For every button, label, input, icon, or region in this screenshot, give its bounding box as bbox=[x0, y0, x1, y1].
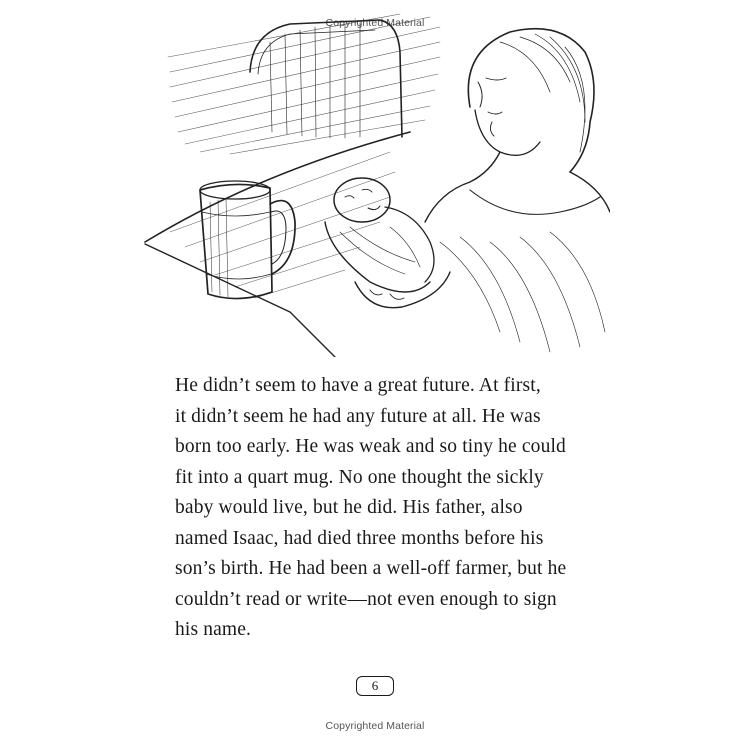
illustration-mother-and-baby bbox=[140, 12, 610, 357]
text-line: baby would live, but he did. His father, also bbox=[175, 497, 523, 518]
text-line: son’s birth. He had been a well-off farmer, but he bbox=[175, 558, 567, 579]
text-line: He didn’t seem to have a great future. At first, bbox=[175, 375, 541, 396]
copyright-notice-top: Copyrighted Material bbox=[325, 17, 425, 29]
copyright-notice-bottom: Copyrighted Material bbox=[325, 720, 425, 732]
text-line: fit into a quart mug. No one thought the sickly bbox=[175, 466, 544, 488]
body-paragraph bbox=[175, 371, 595, 646]
text-line: born too early. He was weak and so tiny he could bbox=[175, 436, 566, 457]
text-line: named Isaac, had died three months before his bbox=[175, 527, 544, 549]
page-number: 6 bbox=[356, 676, 394, 696]
text-line: his name. bbox=[175, 619, 252, 640]
text-line: it didn’t seem he had any future at all. He was bbox=[175, 405, 541, 427]
text-line: couldn’t read or write—not even enough to sign bbox=[175, 588, 557, 610]
